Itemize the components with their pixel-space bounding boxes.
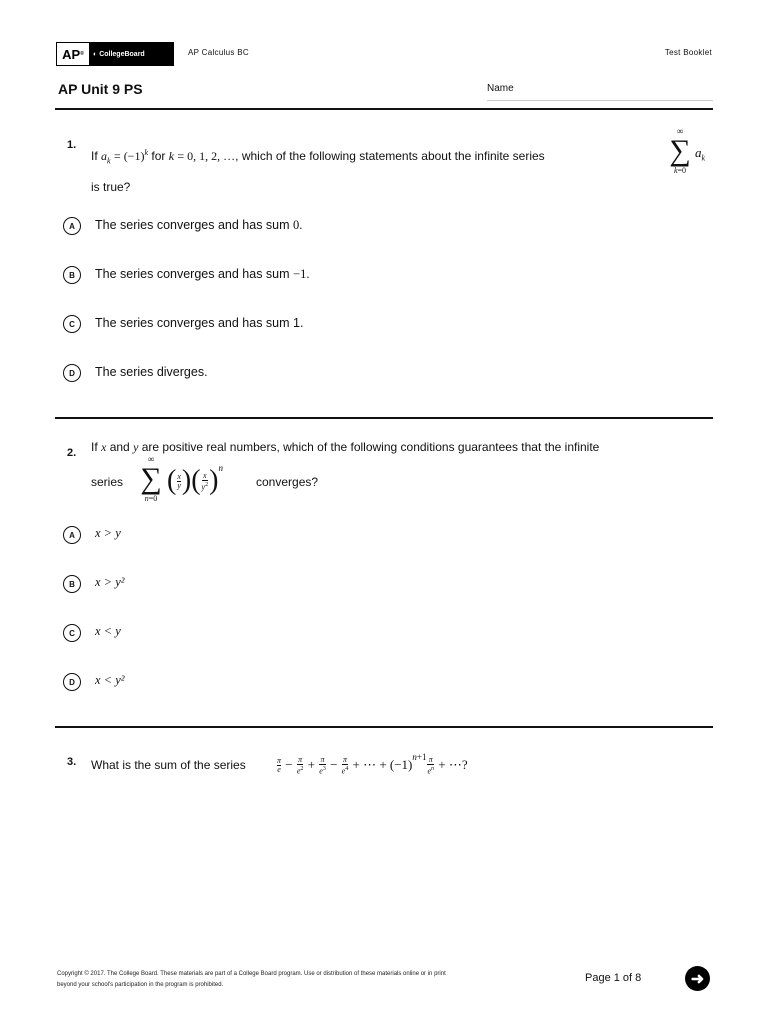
q3-series-expression: $\frac{\pi}{e}$ − $\frac{\pi}{e^2}$ + $\frac{\pi}{e^3}$ − $\frac{\pi}{e^4}$ + ⋯ + (−1) $^{n+1}$ $\frac{\pi}{e^n}$ + ⋯? xyxy=(277,752,468,776)
copyright-line-1: Copyright © 2017. The College Board. These materials are part of a College Board program. Use or distribution of these materials online or in print xyxy=(57,971,446,977)
q2-option-a-text[interactable]: x > y xyxy=(95,526,121,540)
q2-option-d-text[interactable]: x < y² xyxy=(95,673,125,687)
page-title: AP Unit 9 PS xyxy=(58,81,143,97)
name-field[interactable] xyxy=(487,100,713,101)
question-3-number: 3. xyxy=(67,756,77,768)
copyright-line-2: beyond your school's participation in the program is prohibited. xyxy=(57,982,224,988)
collegeboard-wordmark: ◐ CollegeBoard xyxy=(93,50,145,58)
page-number: Page 1 of 8 xyxy=(585,972,642,984)
booklet-label: Test Booklet xyxy=(664,48,712,57)
question-2-stem-end: converges? xyxy=(256,475,319,489)
question-1-stem-end: is true? xyxy=(91,180,131,194)
q2-series-sigma: ∞ ∑ n=0 xyxy=(140,454,162,503)
ap-collegeboard-logo xyxy=(56,42,174,66)
q2-option-c-text[interactable]: x < y xyxy=(95,624,121,638)
question-1-stem: If $a_k = (-1)^k$ for k = 0, 1, 2, …, which of the following statements about the infinite series xyxy=(91,148,545,166)
q2-series-term: ( $\frac{x}{y}$ ) ( $\frac{x}{y^2}$ ) n xyxy=(167,463,223,496)
q2-option-b-bubble[interactable]: B xyxy=(63,575,81,593)
ap-logo-mark: AP ® xyxy=(57,43,89,65)
q1-option-d-bubble[interactable]: D xyxy=(63,364,81,382)
question-1-number: 1. xyxy=(67,139,77,151)
q1-option-b-bubble[interactable]: B xyxy=(63,266,81,284)
question-2-series-label: series xyxy=(91,475,124,489)
question-2-number: 2. xyxy=(67,447,77,459)
q2-option-a-bubble[interactable]: A xyxy=(63,526,81,544)
q1-option-d-text[interactable]: The series diverges. xyxy=(95,365,208,379)
question-divider-2 xyxy=(55,726,713,728)
question-3-stem: What is the sum of the series xyxy=(91,758,246,772)
q2-option-d-bubble[interactable]: D xyxy=(63,673,81,691)
name-label: Name xyxy=(487,83,514,94)
q2-option-b-text[interactable]: x > y² xyxy=(95,575,125,589)
course-name: AP Calculus BC xyxy=(188,48,249,57)
q1-option-b-text[interactable]: The series converges and has sum −1. xyxy=(95,267,310,281)
q1-option-c-bubble[interactable]: C xyxy=(63,315,81,333)
copyright-notice xyxy=(57,969,517,991)
question-2-stem: If x and y are positive real numbers, which of the following conditions guarantees that the infinite xyxy=(91,440,600,454)
question-divider-1 xyxy=(55,417,713,419)
q1-option-a-text[interactable]: The series converges and has sum 0. xyxy=(95,218,303,232)
header-divider xyxy=(55,108,713,110)
q2-option-c-bubble[interactable]: C xyxy=(63,624,81,642)
next-page-arrow-icon[interactable]: ➜ xyxy=(685,966,710,991)
q1-series-sigma: ∞ ∑ k=0 xyxy=(669,126,691,175)
q1-option-c-text[interactable]: The series converges and has sum 1. xyxy=(95,316,304,330)
q1-option-a-bubble[interactable]: A xyxy=(63,217,81,235)
q1-series-term: $a_k$ xyxy=(695,145,706,163)
